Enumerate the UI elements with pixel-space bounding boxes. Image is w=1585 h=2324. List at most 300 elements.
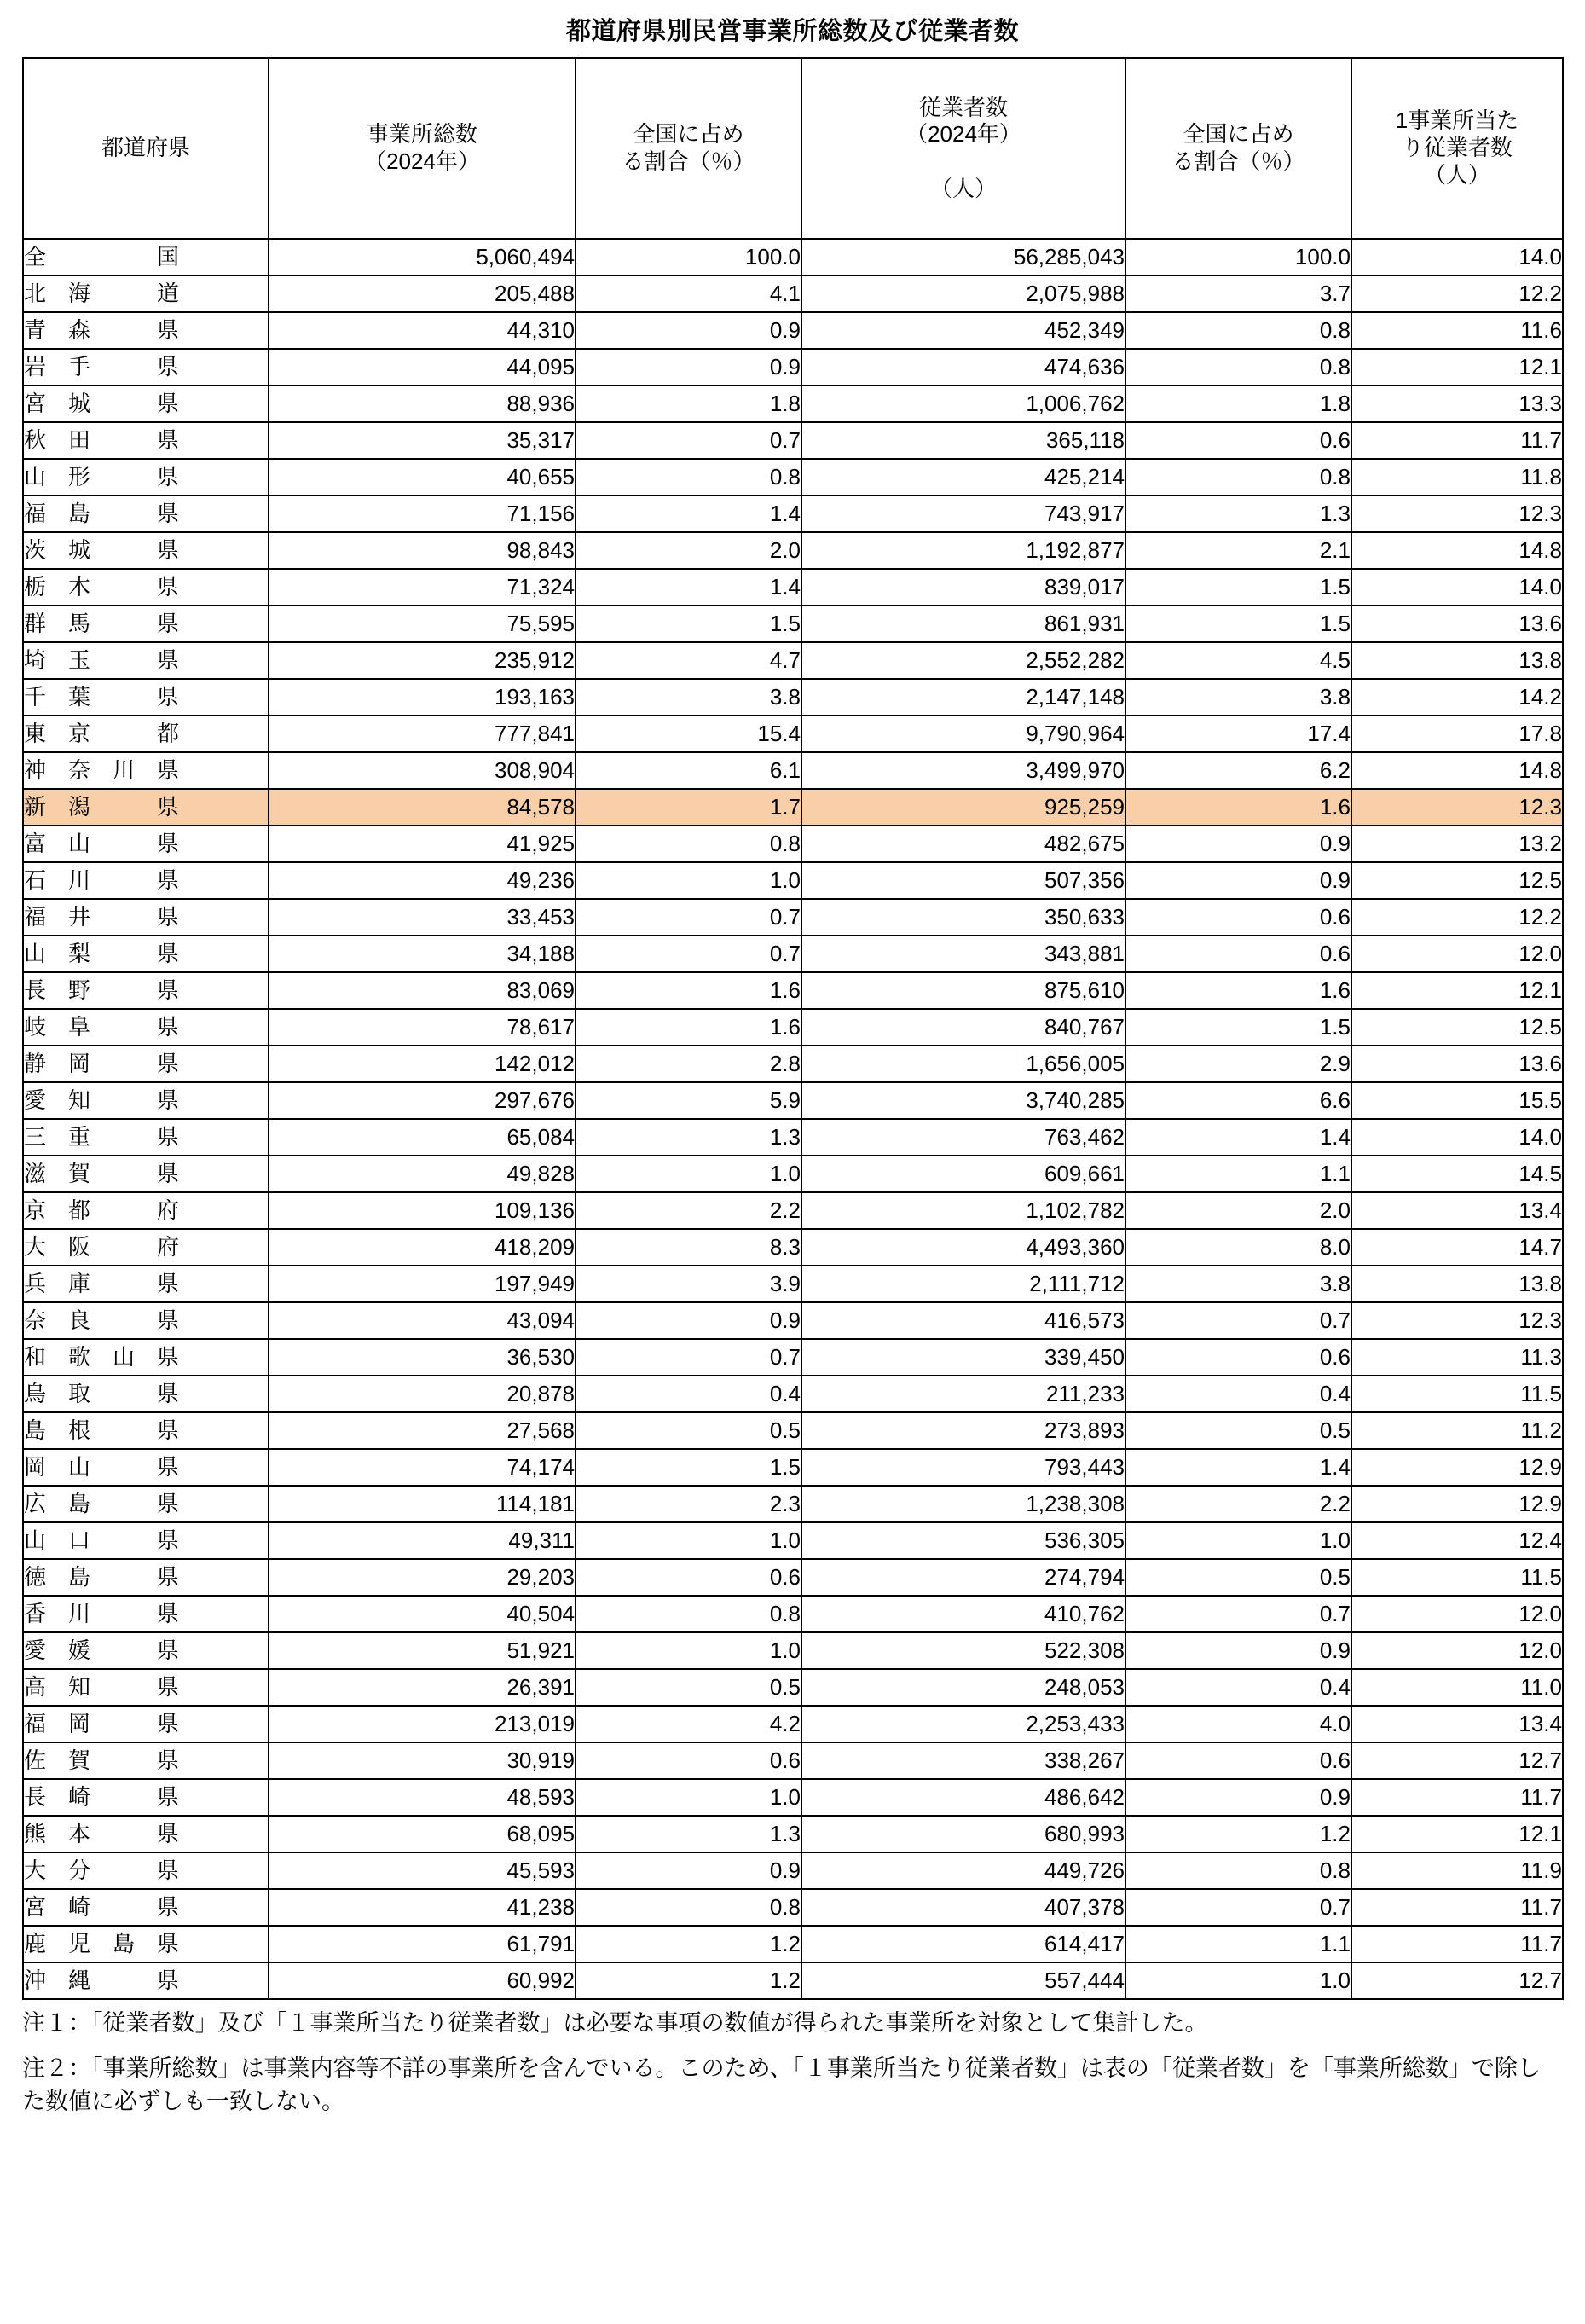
cell-per-establishment: 12.7 [1351, 1742, 1563, 1779]
cell-establishments-share: 1.0 [576, 1632, 801, 1669]
cell-establishments: 35,317 [269, 422, 576, 459]
cell-employees-share: 3.8 [1125, 679, 1351, 716]
cell-per-establishment: 14.5 [1351, 1156, 1563, 1192]
table-row [23, 679, 1563, 716]
cell-per-establishment: 14.2 [1351, 679, 1563, 716]
cell-establishments-share: 1.5 [576, 606, 801, 642]
table-row [23, 606, 1563, 642]
table-row [23, 1596, 1563, 1632]
cell-employees-share: 1.2 [1125, 1816, 1351, 1852]
cell-per-establishment: 11.9 [1351, 1852, 1563, 1889]
cell-employees: 416,573 [801, 1302, 1125, 1339]
cell-employees: 350,633 [801, 899, 1125, 936]
cell-establishments: 49,236 [269, 862, 576, 899]
cell-per-establishment: 11.7 [1351, 1926, 1563, 1962]
cell-establishments-share: 1.6 [576, 972, 801, 1009]
table-row [23, 422, 1563, 459]
cell-prefecture: 福 井 県 [23, 899, 269, 936]
cell-employees-share: 0.9 [1125, 1779, 1351, 1816]
column-header-employees-line4: （人） [929, 175, 997, 201]
column-header-per-establishment-line3: （人） [1423, 161, 1490, 188]
cell-prefecture: 栃 木 県 [23, 569, 269, 606]
table-row [23, 496, 1563, 532]
cell-per-establishment: 11.0 [1351, 1669, 1563, 1706]
cell-prefecture: 鹿 児 島 県 [23, 1926, 269, 1962]
cell-employees: 425,214 [801, 459, 1125, 496]
cell-employees: 3,740,285 [801, 1082, 1125, 1119]
cell-establishments-share: 1.0 [576, 1779, 801, 1816]
cell-establishments: 44,095 [269, 349, 576, 385]
cell-employees: 680,993 [801, 1816, 1125, 1852]
cell-employees: 1,238,308 [801, 1486, 1125, 1522]
cell-employees-share: 100.0 [1125, 239, 1351, 275]
table-row [23, 1229, 1563, 1266]
cell-per-establishment: 12.9 [1351, 1449, 1563, 1486]
cell-employees-share: 0.8 [1125, 312, 1351, 349]
cell-establishments: 205,488 [269, 275, 576, 312]
cell-employees: 56,285,043 [801, 239, 1125, 275]
column-header-employees [801, 58, 1125, 239]
cell-employees-share: 0.9 [1125, 1632, 1351, 1669]
cell-employees-share: 6.2 [1125, 752, 1351, 789]
cell-prefecture: 岡 山 県 [23, 1449, 269, 1486]
notes-section [22, 2007, 1563, 2118]
cell-employees-share: 2.1 [1125, 532, 1351, 569]
cell-prefecture: 山 形 県 [23, 459, 269, 496]
cell-establishments: 61,791 [269, 1926, 576, 1962]
cell-per-establishment: 12.0 [1351, 936, 1563, 972]
cell-prefecture: 福 島 県 [23, 496, 269, 532]
cell-establishments-share: 1.0 [576, 1522, 801, 1559]
cell-establishments: 49,828 [269, 1156, 576, 1192]
cell-employees: 1,006,762 [801, 385, 1125, 422]
cell-per-establishment: 14.8 [1351, 532, 1563, 569]
table-header-row [23, 58, 1563, 239]
cell-prefecture: 埼 玉 県 [23, 642, 269, 679]
cell-per-establishment: 13.4 [1351, 1706, 1563, 1742]
cell-employees: 486,642 [801, 1779, 1125, 1816]
cell-prefecture: 徳 島 県 [23, 1559, 269, 1596]
cell-establishments: 33,453 [269, 899, 576, 936]
table-row [23, 1852, 1563, 1889]
cell-establishments-share: 1.6 [576, 1009, 801, 1046]
table-row [23, 1742, 1563, 1779]
cell-per-establishment: 11.5 [1351, 1559, 1563, 1596]
table-row [23, 1192, 1563, 1229]
cell-per-establishment: 12.5 [1351, 1009, 1563, 1046]
cell-prefecture: 岐 阜 県 [23, 1009, 269, 1046]
cell-prefecture: 福 岡 県 [23, 1706, 269, 1742]
table-row [23, 862, 1563, 899]
cell-employees-share: 0.4 [1125, 1376, 1351, 1412]
cell-employees: 839,017 [801, 569, 1125, 606]
cell-employees-share: 1.1 [1125, 1926, 1351, 1962]
table-row [23, 532, 1563, 569]
cell-employees: 763,462 [801, 1119, 1125, 1156]
cell-establishments-share: 0.8 [576, 459, 801, 496]
cell-establishments-share: 2.8 [576, 1046, 801, 1082]
table-row [23, 899, 1563, 936]
cell-establishments: 40,504 [269, 1596, 576, 1632]
table-row [23, 826, 1563, 862]
cell-employees: 2,552,282 [801, 642, 1125, 679]
cell-establishments: 34,188 [269, 936, 576, 972]
table-header [23, 58, 1563, 239]
cell-per-establishment: 11.8 [1351, 459, 1563, 496]
cell-employees: 840,767 [801, 1009, 1125, 1046]
cell-establishments: 40,655 [269, 459, 576, 496]
table-row [23, 1412, 1563, 1449]
cell-employees-share: 1.5 [1125, 569, 1351, 606]
cell-employees: 248,053 [801, 1669, 1125, 1706]
table-row [23, 459, 1563, 496]
cell-per-establishment: 12.2 [1351, 899, 1563, 936]
cell-employees: 474,636 [801, 349, 1125, 385]
cell-per-establishment: 14.0 [1351, 1119, 1563, 1156]
cell-employees: 3,499,970 [801, 752, 1125, 789]
cell-employees-share: 0.8 [1125, 1852, 1351, 1889]
cell-per-establishment: 12.4 [1351, 1522, 1563, 1559]
note-2: 注２：「事業所総数」は事業内容等不詳の事業所を含んでいる。このため、「１事業所当たり従業者数」は表の「従業者数」を「事業所総数」で除した数値に必ずしも一致しない。 [22, 2055, 1541, 2115]
cell-establishments: 71,156 [269, 496, 576, 532]
cell-prefecture: 長 崎 県 [23, 1779, 269, 1816]
table-row [23, 1046, 1563, 1082]
table-row [23, 385, 1563, 422]
cell-establishments: 197,949 [269, 1266, 576, 1302]
cell-establishments: 68,095 [269, 1816, 576, 1852]
cell-per-establishment: 12.3 [1351, 496, 1563, 532]
cell-employees: 482,675 [801, 826, 1125, 862]
cell-employees-share: 4.5 [1125, 642, 1351, 679]
table-row [23, 752, 1563, 789]
cell-per-establishment: 12.3 [1351, 1302, 1563, 1339]
cell-establishments: 65,084 [269, 1119, 576, 1156]
cell-per-establishment: 11.5 [1351, 1376, 1563, 1412]
cell-employees-share: 2.2 [1125, 1486, 1351, 1522]
table-row [23, 1559, 1563, 1596]
cell-prefecture: 愛 媛 県 [23, 1632, 269, 1669]
cell-employees-share: 0.6 [1125, 899, 1351, 936]
cell-establishments-share: 0.7 [576, 936, 801, 972]
table-row [23, 1816, 1563, 1852]
cell-employees: 536,305 [801, 1522, 1125, 1559]
cell-establishments: 142,012 [269, 1046, 576, 1082]
column-header-establishments-share-line1: 全国に占め [633, 121, 744, 148]
column-header-employees-line3 [802, 148, 1125, 176]
column-header-employees-line2: （2024年） [905, 121, 1021, 148]
table-row [23, 1266, 1563, 1302]
cell-establishments-share: 2.3 [576, 1486, 801, 1522]
cell-per-establishment: 13.6 [1351, 1046, 1563, 1082]
cell-per-establishment: 14.0 [1351, 569, 1563, 606]
cell-establishments: 49,311 [269, 1522, 576, 1559]
column-header-establishments-line1: 事業所総数 [366, 121, 477, 148]
cell-employees: 343,881 [801, 936, 1125, 972]
cell-establishments: 44,310 [269, 312, 576, 349]
cell-employees-share: 2.0 [1125, 1192, 1351, 1229]
cell-employees: 875,610 [801, 972, 1125, 1009]
cell-prefecture: 広 島 県 [23, 1486, 269, 1522]
cell-prefecture: 茨 城 県 [23, 532, 269, 569]
cell-per-establishment: 12.3 [1351, 789, 1563, 826]
cell-employees-share: 0.8 [1125, 459, 1351, 496]
cell-employees: 338,267 [801, 1742, 1125, 1779]
cell-prefecture: 奈 良 県 [23, 1302, 269, 1339]
table-row [23, 1889, 1563, 1926]
cell-employees-share: 0.7 [1125, 1596, 1351, 1632]
cell-prefecture: 秋 田 県 [23, 422, 269, 459]
statistics-table [22, 57, 1564, 2000]
cell-establishments-share: 1.5 [576, 1449, 801, 1486]
cell-establishments: 51,921 [269, 1632, 576, 1669]
cell-employees: 507,356 [801, 862, 1125, 899]
cell-establishments: 109,136 [269, 1192, 576, 1229]
cell-employees: 2,147,148 [801, 679, 1125, 716]
cell-per-establishment: 12.9 [1351, 1486, 1563, 1522]
cell-establishments: 114,181 [269, 1486, 576, 1522]
cell-employees-share: 1.0 [1125, 1962, 1351, 1999]
cell-establishments-share: 3.9 [576, 1266, 801, 1302]
cell-establishments-share: 0.5 [576, 1669, 801, 1706]
cell-establishments: 60,992 [269, 1962, 576, 1999]
cell-prefecture: 香 川 県 [23, 1596, 269, 1632]
cell-employees-share: 0.9 [1125, 826, 1351, 862]
cell-employees: 609,661 [801, 1156, 1125, 1192]
cell-establishments-share: 4.2 [576, 1706, 801, 1742]
cell-per-establishment: 14.0 [1351, 239, 1563, 275]
cell-establishments-share: 0.4 [576, 1376, 801, 1412]
cell-establishments-share: 0.8 [576, 826, 801, 862]
table-row [23, 1449, 1563, 1486]
note-1: 注１：「従業者数」及び「１事業所当たり従業者数」は必要な事項の数値が得られた事業所を対象として集計した。 [22, 2010, 1208, 2036]
cell-establishments-share: 0.7 [576, 1339, 801, 1376]
cell-per-establishment: 11.7 [1351, 1779, 1563, 1816]
cell-prefecture: 島 根 県 [23, 1412, 269, 1449]
column-header-employees-line1: 従業者数 [918, 94, 1008, 120]
cell-establishments-share: 0.8 [576, 1596, 801, 1632]
cell-employees-share: 0.9 [1125, 862, 1351, 899]
column-header-establishments [269, 58, 576, 239]
cell-per-establishment: 12.0 [1351, 1596, 1563, 1632]
cell-employees-share: 0.7 [1125, 1889, 1351, 1926]
cell-employees-share: 1.0 [1125, 1522, 1351, 1559]
cell-prefecture: 岩 手 県 [23, 349, 269, 385]
column-header-per-establishment-line2: り従業者数 [1401, 135, 1513, 161]
cell-establishments: 36,530 [269, 1339, 576, 1376]
cell-establishments: 75,595 [269, 606, 576, 642]
cell-establishments: 193,163 [269, 679, 576, 716]
table-row [23, 1376, 1563, 1412]
cell-establishments-share: 8.3 [576, 1229, 801, 1266]
cell-employees: 1,656,005 [801, 1046, 1125, 1082]
cell-employees-share: 1.5 [1125, 1009, 1351, 1046]
column-header-establishments-share [576, 58, 801, 239]
cell-employees-share: 3.7 [1125, 275, 1351, 312]
cell-employees: 273,893 [801, 1412, 1125, 1449]
cell-establishments-share: 6.1 [576, 752, 801, 789]
cell-establishments: 74,174 [269, 1449, 576, 1486]
cell-employees-share: 1.8 [1125, 385, 1351, 422]
cell-establishments-share: 1.2 [576, 1962, 801, 1999]
cell-per-establishment: 12.1 [1351, 972, 1563, 1009]
table-row [23, 349, 1563, 385]
cell-establishments-share: 1.7 [576, 789, 801, 826]
cell-per-establishment: 13.6 [1351, 606, 1563, 642]
cell-establishments-share: 0.9 [576, 1302, 801, 1339]
cell-employees: 365,118 [801, 422, 1125, 459]
cell-establishments: 48,593 [269, 1779, 576, 1816]
cell-prefecture: 愛 知 県 [23, 1082, 269, 1119]
cell-establishments: 88,936 [269, 385, 576, 422]
cell-establishments-share: 5.9 [576, 1082, 801, 1119]
cell-prefecture: 兵 庫 県 [23, 1266, 269, 1302]
cell-prefecture: 山 口 県 [23, 1522, 269, 1559]
cell-employees: 1,192,877 [801, 532, 1125, 569]
cell-establishments-share: 1.0 [576, 862, 801, 899]
cell-per-establishment: 12.1 [1351, 1816, 1563, 1852]
table-row [23, 275, 1563, 312]
cell-establishments: 26,391 [269, 1669, 576, 1706]
cell-establishments: 41,925 [269, 826, 576, 862]
cell-establishments: 213,019 [269, 1706, 576, 1742]
cell-establishments-share: 0.6 [576, 1742, 801, 1779]
cell-employees-share: 0.6 [1125, 936, 1351, 972]
cell-establishments: 30,919 [269, 1742, 576, 1779]
cell-establishments: 29,203 [269, 1559, 576, 1596]
cell-prefecture: 群 馬 県 [23, 606, 269, 642]
cell-per-establishment: 12.0 [1351, 1632, 1563, 1669]
cell-employees-share: 1.4 [1125, 1119, 1351, 1156]
cell-establishments: 235,912 [269, 642, 576, 679]
cell-employees: 861,931 [801, 606, 1125, 642]
cell-per-establishment: 15.5 [1351, 1082, 1563, 1119]
cell-establishments-share: 0.5 [576, 1412, 801, 1449]
column-header-per-establishment [1351, 58, 1563, 239]
cell-employees: 9,790,964 [801, 716, 1125, 752]
cell-establishments-share: 1.4 [576, 496, 801, 532]
cell-prefecture: 沖 縄 県 [23, 1962, 269, 1999]
cell-establishments: 83,069 [269, 972, 576, 1009]
cell-prefecture: 和 歌 山 県 [23, 1339, 269, 1376]
cell-establishments: 20,878 [269, 1376, 576, 1412]
cell-establishments: 5,060,494 [269, 239, 576, 275]
table-row [23, 642, 1563, 679]
cell-prefecture: 三 重 県 [23, 1119, 269, 1156]
column-header-per-establishment-line1: 1事業所当た [1395, 107, 1519, 134]
cell-employees-share: 1.5 [1125, 606, 1351, 642]
cell-employees: 339,450 [801, 1339, 1125, 1376]
cell-establishments: 418,209 [269, 1229, 576, 1266]
cell-employees-share: 2.9 [1125, 1046, 1351, 1082]
table-body [23, 239, 1563, 1999]
table-row [23, 789, 1563, 826]
cell-employees: 211,233 [801, 1376, 1125, 1412]
cell-per-establishment: 12.5 [1351, 862, 1563, 899]
cell-prefecture: 山 梨 県 [23, 936, 269, 972]
cell-employees-share: 1.1 [1125, 1156, 1351, 1192]
cell-establishments-share: 0.7 [576, 422, 801, 459]
cell-per-establishment: 13.8 [1351, 1266, 1563, 1302]
cell-establishments-share: 15.4 [576, 716, 801, 752]
cell-employees: 452,349 [801, 312, 1125, 349]
cell-prefecture: 神 奈 川 県 [23, 752, 269, 789]
cell-establishments: 78,617 [269, 1009, 576, 1046]
cell-employees: 449,726 [801, 1852, 1125, 1889]
cell-employees: 614,417 [801, 1926, 1125, 1962]
cell-per-establishment: 12.2 [1351, 275, 1563, 312]
cell-prefecture: 全 国 [23, 239, 269, 275]
table-row [23, 312, 1563, 349]
cell-prefecture: 滋 賀 県 [23, 1156, 269, 1192]
cell-per-establishment: 14.7 [1351, 1229, 1563, 1266]
cell-employees-share: 1.4 [1125, 1449, 1351, 1486]
cell-establishments: 41,238 [269, 1889, 576, 1926]
cell-establishments: 71,324 [269, 569, 576, 606]
cell-establishments: 27,568 [269, 1412, 576, 1449]
cell-establishments-share: 0.9 [576, 349, 801, 385]
cell-establishments-share: 0.6 [576, 1559, 801, 1596]
cell-establishments-share: 4.1 [576, 275, 801, 312]
table-row [23, 716, 1563, 752]
cell-establishments-share: 0.7 [576, 899, 801, 936]
cell-per-establishment: 13.3 [1351, 385, 1563, 422]
cell-per-establishment: 13.2 [1351, 826, 1563, 862]
cell-employees: 274,794 [801, 1559, 1125, 1596]
cell-establishments-share: 1.3 [576, 1816, 801, 1852]
cell-employees: 2,253,433 [801, 1706, 1125, 1742]
cell-employees-share: 0.5 [1125, 1412, 1351, 1449]
cell-establishments: 98,843 [269, 532, 576, 569]
table-row [23, 1119, 1563, 1156]
table-row [23, 1009, 1563, 1046]
cell-employees: 557,444 [801, 1962, 1125, 1999]
column-header-employees-share-line2: る割合（％） [1171, 148, 1305, 174]
cell-employees: 410,762 [801, 1596, 1125, 1632]
cell-per-establishment: 11.2 [1351, 1412, 1563, 1449]
cell-establishments: 777,841 [269, 716, 576, 752]
table-row [23, 1706, 1563, 1742]
cell-prefecture: 宮 崎 県 [23, 1889, 269, 1926]
table-row [23, 1522, 1563, 1559]
cell-per-establishment: 14.8 [1351, 752, 1563, 789]
cell-establishments-share: 1.8 [576, 385, 801, 422]
cell-prefecture: 大 阪 府 [23, 1229, 269, 1266]
cell-employees: 793,443 [801, 1449, 1125, 1486]
cell-establishments-share: 1.3 [576, 1119, 801, 1156]
cell-establishments-share: 0.9 [576, 312, 801, 349]
cell-prefecture: 千 葉 県 [23, 679, 269, 716]
cell-employees: 2,075,988 [801, 275, 1125, 312]
cell-prefecture: 青 森 県 [23, 312, 269, 349]
cell-prefecture: 京 都 府 [23, 1192, 269, 1229]
cell-employees-share: 1.3 [1125, 496, 1351, 532]
cell-prefecture: 石 川 県 [23, 862, 269, 899]
cell-employees: 1,102,782 [801, 1192, 1125, 1229]
table-row [23, 1339, 1563, 1376]
cell-employees-share: 0.4 [1125, 1669, 1351, 1706]
table-row [23, 1082, 1563, 1119]
cell-establishments: 43,094 [269, 1302, 576, 1339]
cell-establishments-share: 0.8 [576, 1889, 801, 1926]
cell-employees-share: 1.6 [1125, 789, 1351, 826]
cell-employees-share: 0.6 [1125, 422, 1351, 459]
cell-prefecture: 鳥 取 県 [23, 1376, 269, 1412]
cell-establishments-share: 2.2 [576, 1192, 801, 1229]
cell-establishments: 45,593 [269, 1852, 576, 1889]
cell-establishments-share: 3.8 [576, 679, 801, 716]
table-row [23, 1486, 1563, 1522]
table-row [23, 1779, 1563, 1816]
